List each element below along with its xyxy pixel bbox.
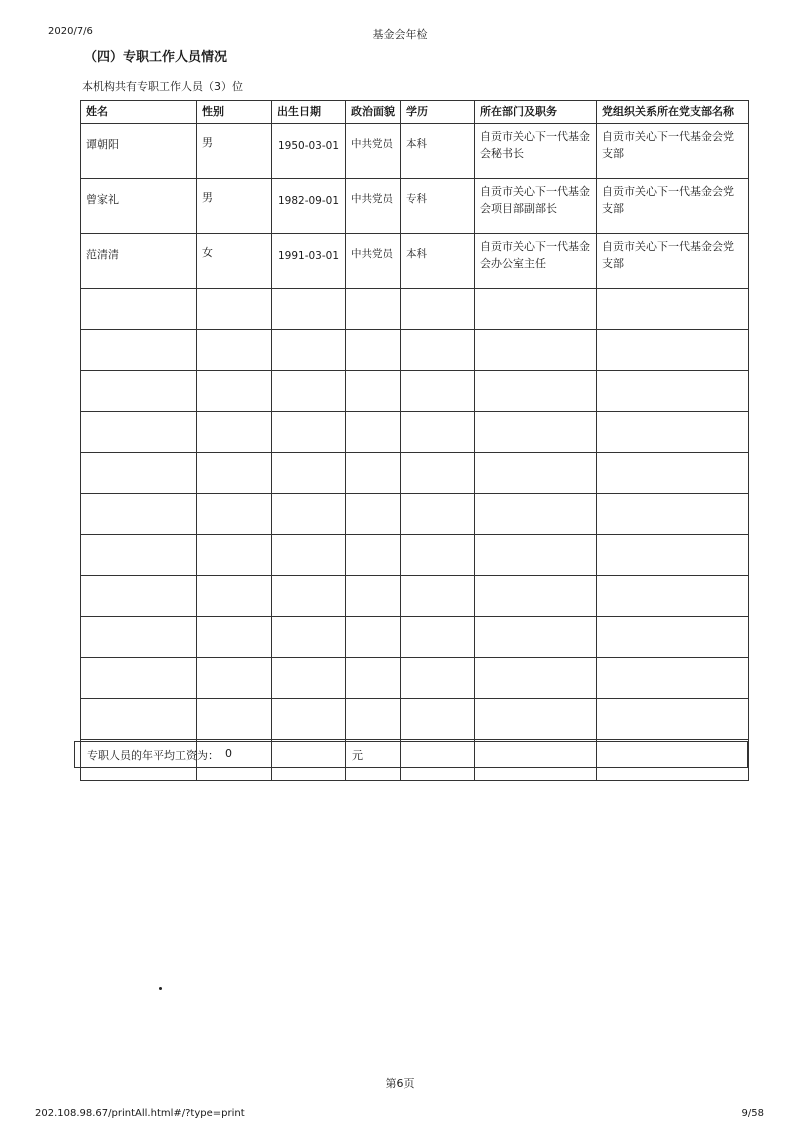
cell-political-status: 中共党员	[346, 234, 401, 289]
cell-education: 本科	[401, 234, 475, 289]
empty-table-row	[81, 658, 749, 699]
empty-cell	[197, 289, 272, 330]
empty-cell	[475, 617, 597, 658]
empty-cell	[346, 412, 401, 453]
empty-cell	[401, 658, 475, 699]
column-header-education: 学历	[401, 101, 475, 124]
average-salary-row	[74, 741, 748, 768]
empty-cell	[346, 453, 401, 494]
empty-cell	[475, 535, 597, 576]
empty-cell	[475, 658, 597, 699]
empty-cell	[272, 535, 346, 576]
empty-cell	[197, 453, 272, 494]
empty-cell	[272, 617, 346, 658]
empty-table-row	[81, 494, 749, 535]
document-header-title: 基金会年检	[372, 28, 428, 41]
empty-cell	[81, 535, 197, 576]
empty-cell	[597, 658, 749, 699]
empty-cell	[197, 494, 272, 535]
empty-cell	[346, 289, 401, 330]
empty-table-row	[81, 535, 749, 576]
blank-rows	[81, 289, 749, 781]
cell-department: 自贡市关心下一代基金会办公室主任	[475, 234, 597, 289]
column-header-gender: 性别	[197, 101, 272, 124]
empty-cell	[272, 576, 346, 617]
empty-cell	[346, 699, 401, 740]
empty-cell	[401, 617, 475, 658]
empty-cell	[272, 699, 346, 740]
empty-cell	[401, 289, 475, 330]
empty-cell	[272, 330, 346, 371]
average-salary-label: 专职人员的年平均工资为：	[87, 749, 219, 762]
empty-cell	[401, 453, 475, 494]
cell-birth-date: 1982-09-01	[272, 179, 346, 234]
empty-cell	[475, 289, 597, 330]
empty-table-row	[81, 576, 749, 617]
cell-name: 曾家礼	[81, 179, 197, 234]
cell-education: 专科	[401, 179, 475, 234]
empty-cell	[401, 371, 475, 412]
empty-cell	[272, 289, 346, 330]
empty-cell	[597, 330, 749, 371]
empty-cell	[197, 576, 272, 617]
empty-cell	[597, 289, 749, 330]
empty-cell	[197, 535, 272, 576]
column-header-political-status: 政治面貌	[346, 101, 401, 124]
empty-cell	[81, 494, 197, 535]
empty-cell	[81, 330, 197, 371]
empty-cell	[197, 699, 272, 740]
cell-party-branch: 自贡市关心下一代基金会党支部	[597, 179, 749, 234]
cell-gender: 女	[197, 234, 272, 289]
print-page-count: 9/58	[741, 1108, 764, 1119]
empty-cell	[272, 494, 346, 535]
empty-cell	[597, 699, 749, 740]
section-title: （四）专职工作人员情况	[84, 50, 228, 65]
empty-cell	[401, 576, 475, 617]
empty-cell	[346, 371, 401, 412]
cell-name: 范清清	[81, 234, 197, 289]
empty-cell	[475, 412, 597, 453]
column-header-birth-date: 出生日期	[272, 101, 346, 124]
empty-cell	[597, 494, 749, 535]
cell-gender: 男	[197, 179, 272, 234]
empty-cell	[346, 494, 401, 535]
staff-count-text: 本机构共有专职工作人员（3）位	[82, 80, 243, 93]
empty-cell	[401, 699, 475, 740]
column-header-party-branch: 党组织关系所在党支部名称	[597, 101, 749, 124]
page-number: 第6页	[385, 1077, 415, 1090]
empty-cell	[401, 412, 475, 453]
table-row	[81, 179, 749, 234]
empty-cell	[197, 371, 272, 412]
average-salary-unit: 元	[352, 749, 363, 762]
table-header-row	[81, 101, 749, 124]
empty-cell	[272, 658, 346, 699]
empty-cell	[597, 371, 749, 412]
empty-cell	[401, 330, 475, 371]
empty-cell	[475, 576, 597, 617]
empty-cell	[475, 330, 597, 371]
empty-cell	[81, 617, 197, 658]
empty-cell	[197, 330, 272, 371]
empty-cell	[475, 494, 597, 535]
cell-department: 自贡市关心下一代基金会项目部副部长	[475, 179, 597, 234]
empty-table-row	[81, 453, 749, 494]
print-date: 2020/7/6	[48, 26, 93, 37]
cell-birth-date: 1950-03-01	[272, 124, 346, 179]
empty-cell	[597, 576, 749, 617]
empty-cell	[401, 494, 475, 535]
empty-table-row	[81, 617, 749, 658]
empty-cell	[272, 453, 346, 494]
cell-birth-date: 1991-03-01	[272, 234, 346, 289]
cell-political-status: 中共党员	[346, 124, 401, 179]
empty-cell	[597, 617, 749, 658]
empty-cell	[475, 699, 597, 740]
empty-table-row	[81, 412, 749, 453]
empty-cell	[597, 535, 749, 576]
column-header-name: 姓名	[81, 101, 197, 124]
table-row	[81, 234, 749, 289]
empty-table-row	[81, 330, 749, 371]
empty-cell	[346, 535, 401, 576]
empty-cell	[597, 412, 749, 453]
empty-cell	[346, 658, 401, 699]
empty-cell	[401, 535, 475, 576]
average-salary-value: 0	[225, 747, 232, 760]
empty-cell	[81, 371, 197, 412]
empty-cell	[475, 371, 597, 412]
empty-cell	[272, 412, 346, 453]
empty-cell	[81, 699, 197, 740]
empty-cell	[346, 330, 401, 371]
cell-party-branch: 自贡市关心下一代基金会党支部	[597, 124, 749, 179]
cell-gender: 男	[197, 124, 272, 179]
cell-name: 谭朝阳	[81, 124, 197, 179]
cell-political-status: 中共党员	[346, 179, 401, 234]
empty-cell	[597, 453, 749, 494]
empty-cell	[197, 617, 272, 658]
cell-education: 本科	[401, 124, 475, 179]
empty-cell	[475, 453, 597, 494]
empty-cell	[81, 658, 197, 699]
empty-cell	[346, 617, 401, 658]
empty-cell	[197, 658, 272, 699]
column-header-department: 所在部门及职务	[475, 101, 597, 124]
table-row	[81, 124, 749, 179]
cell-department: 自贡市关心下一代基金会秘书长	[475, 124, 597, 179]
staff-table	[80, 100, 749, 781]
empty-cell	[346, 576, 401, 617]
empty-table-row	[81, 289, 749, 330]
empty-cell	[272, 371, 346, 412]
stray-dot	[159, 987, 162, 990]
cell-party-branch: 自贡市关心下一代基金会党支部	[597, 234, 749, 289]
empty-table-row	[81, 371, 749, 412]
empty-cell	[81, 289, 197, 330]
empty-cell	[197, 412, 272, 453]
empty-table-row	[81, 699, 749, 740]
empty-cell	[81, 453, 197, 494]
print-url: 202.108.98.67/printAll.html#/?type=print	[35, 1108, 245, 1119]
empty-cell	[81, 576, 197, 617]
empty-cell	[81, 412, 197, 453]
